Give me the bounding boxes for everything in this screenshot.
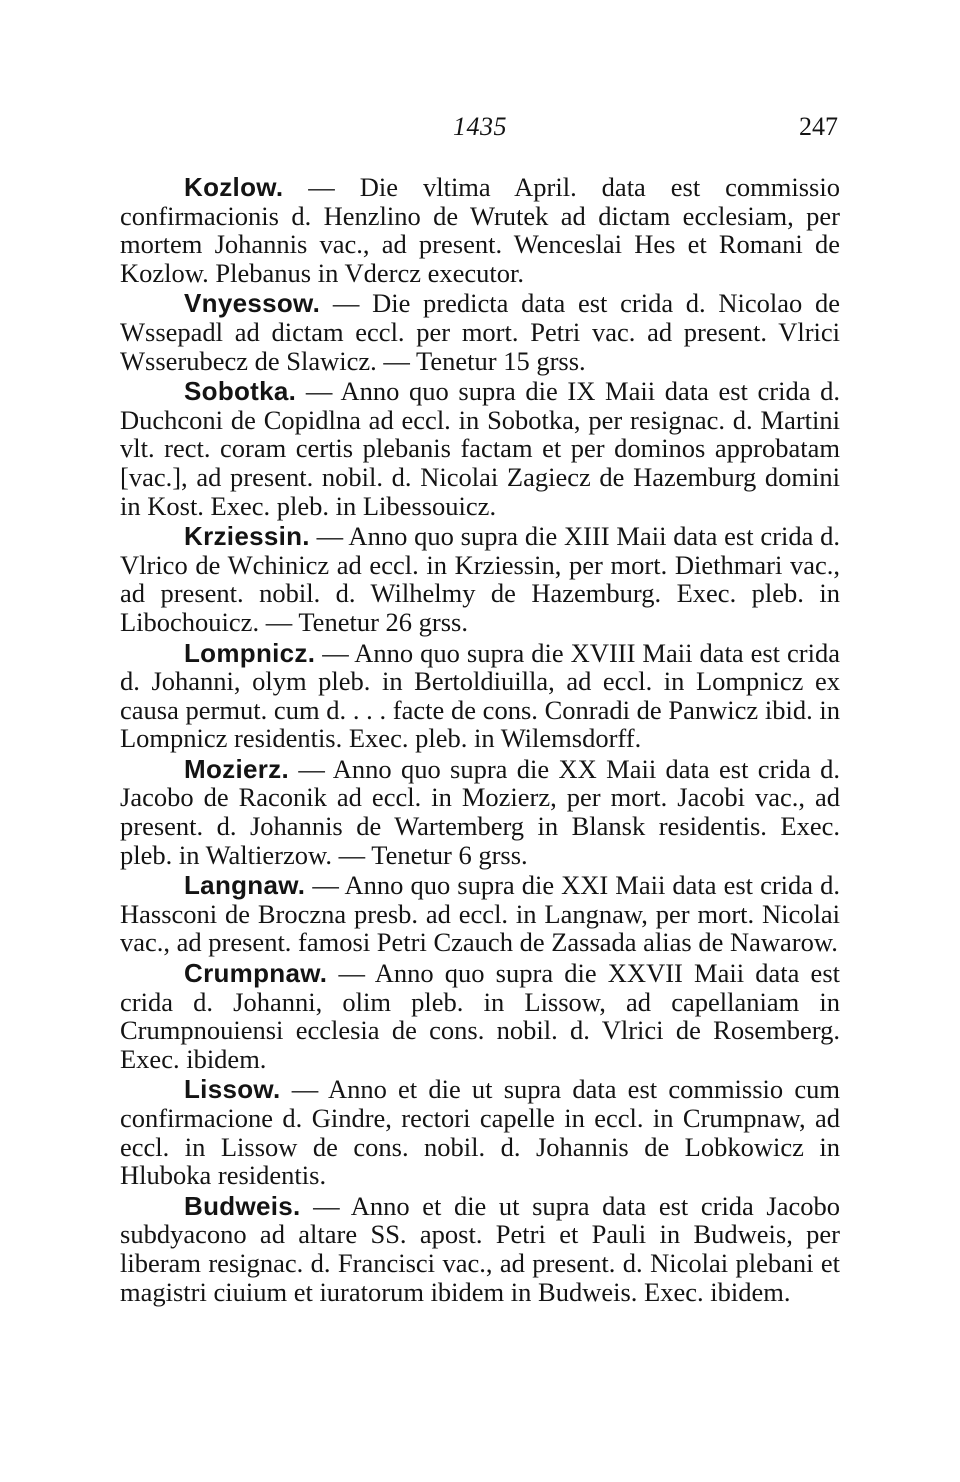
place-name: Lompnicz. <box>184 637 316 668</box>
page-header <box>120 112 840 146</box>
entry-budweis <box>120 1192 840 1306</box>
entry-krziessin <box>120 522 840 636</box>
entry-text: — Anno quo supra die XXVII Maii data est crida d. Johanni, olim pleb. in Lissow, ad capellaniam in Crumpnouiensi ecclesia de cons. nobil. d. Vlrici de Rosemberg. Exec. ibidem. <box>120 958 840 1074</box>
place-name: Lissow. <box>184 1074 281 1105</box>
entry-kozlow <box>120 173 840 287</box>
entry-langnaw <box>120 871 840 957</box>
place-name: Mozierz. <box>184 753 289 784</box>
entry-text: — Anno quo supra die XVIII Maii data est crida d. Johanni, olym pleb. in Bertoldiuilla, ad eccl. in Lompnicz ex causa permut. cum d. . . . facte de cons. Conradi de Panwicz ibid. in Lompnicz residentis. Exec. pleb. in Wilemsdorff. <box>120 637 840 754</box>
entry-crumpnaw <box>120 959 840 1073</box>
entry-text: — Anno quo supra die IX Maii data est crida d. Duchconi de Copidlna ad eccl. in Sobotka, per resignac. d. Martini vlt. rect. coram certis plebanis factam et per dominos approbatam [vac.], ad present. nobil. d. Nicolai Zagiecz de Hazemburg domini in Kost. Exec. pleb. in Libessouicz. <box>120 376 840 521</box>
page-number: 247 <box>799 112 838 141</box>
entry-text: — Anno quo supra die XXI Maii data est crida d. Hassconi de Broczna presb. ad eccl. in Langnaw, per mort. Nicolai vac., ad present. famosi Petri Czauch de Zassada alias de Nawarow. <box>120 870 840 958</box>
entry-text: — Die vltima April. data est commissio confirmacionis d. Henzlino de Wrutek ad dictam ecclesiam, per mortem Johannis vac., ad present. Wenceslai Hes et Romani de Kozlow. Plebanus in Vdercz executor. <box>120 172 840 288</box>
entry-lompnicz <box>120 639 840 753</box>
entry-text: — Anno quo supra die XX Maii data est crida d. Jacobo de Raconik ad eccl. in Mozierz, per mort. Jacobi vac., ad present. d. Johannis de Wartemberg in Blansk residentis. Exec. pleb. in Waltierzow. — Tenetur 6 grss. <box>120 753 840 870</box>
entry-lissow <box>120 1075 840 1189</box>
place-name: Crumpnaw. <box>184 958 328 989</box>
place-name: Kozlow. <box>184 172 284 202</box>
place-name: Sobotka. <box>184 376 297 407</box>
entry-text: — Die predicta data est crida d. Nicolao de Wssepadl ad dictam eccl. per mort. Petri vac. ad present. Vlrici Wsserubecz de Slawicz. — Tenetur 15 grss. <box>120 288 840 376</box>
register-entries <box>120 173 840 1308</box>
place-name: Krziessin. <box>184 521 310 552</box>
entry-sobotka <box>120 377 840 520</box>
place-name: Langnaw. <box>184 870 306 901</box>
entry-text: — Anno et die ut supra data est crida Jacobo subdyacono ad altare SS. apost. Petri et Pauli in Budweis, per liberam resignac. d. Francisci vac., ad present. d. Nicolai plebani et magistri ciuium et iuratorum ibidem in Budweis. Exec. ibidem. <box>120 1190 840 1307</box>
entry-text: — Anno quo supra die XIII Maii data est crida d. Vlrico de Wchinicz ad eccl. in Krziessin, per mort. Diethmari vac., ad present. nobil. d. Wilhelmy de Hazemburg. Exec. pleb. in Libochouicz. — Tenetur 26 grss. <box>120 521 840 637</box>
place-name: Budweis. <box>184 1190 301 1221</box>
running-year: 1435 <box>453 112 507 141</box>
entry-mozierz <box>120 755 840 869</box>
place-name: Vnyessow. <box>184 288 321 319</box>
entry-text: — Anno et die ut supra data est commissio cum confirmacione d. Gindre, rectori capelle in eccl. in Crumpnaw, ad eccl. in Lissow de cons. nobil. d. Johannis de Lobkowicz in Hluboka residentis. <box>120 1074 840 1191</box>
entry-vnyessow <box>120 289 840 375</box>
